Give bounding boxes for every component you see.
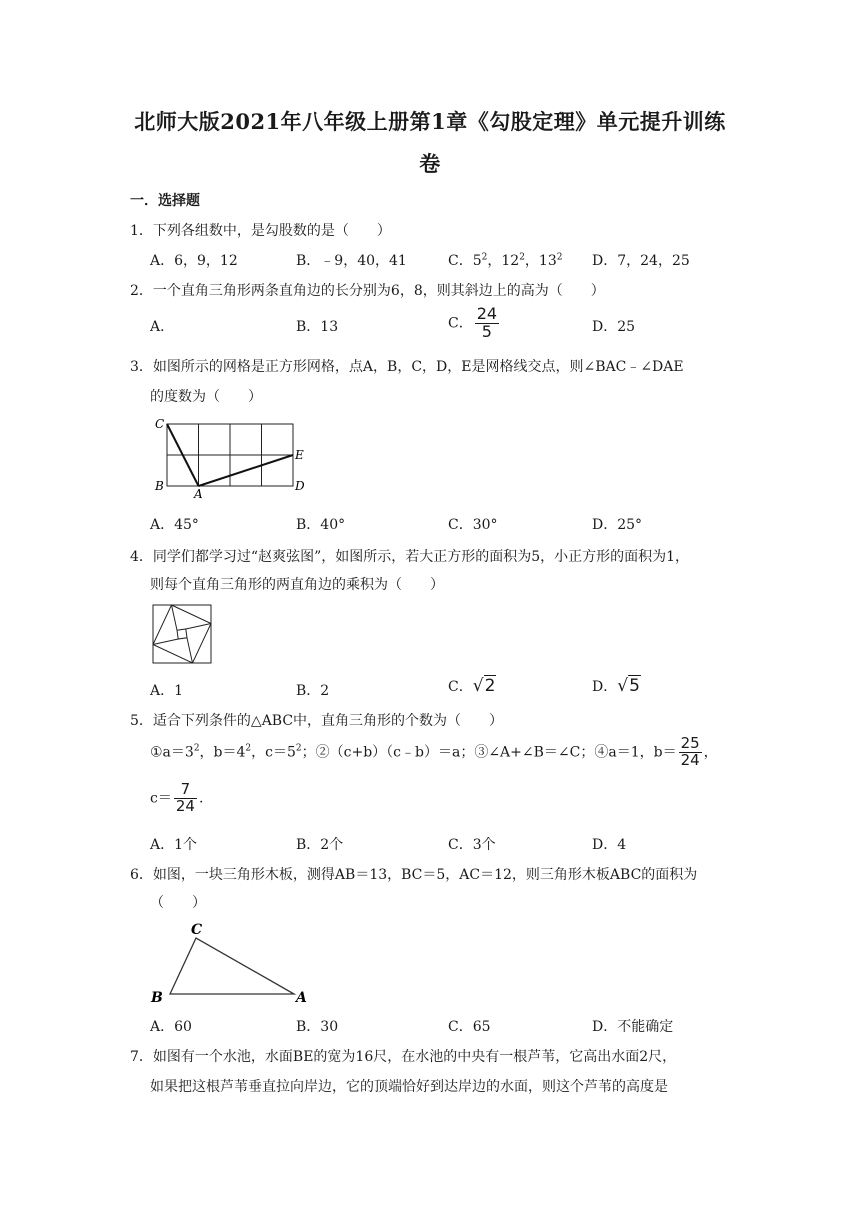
point-label-b: B — [155, 479, 164, 493]
vertex-label-c: C — [191, 922, 203, 938]
q5-conditions-line1: $①a=3^2$，$b=4^2$，$c=5^2$；②（c+b）（c﹣b）＝a；③∠A+∠B＝∠C；④a＝1，b＝ $\frac{25}{24}$ ， — [150, 734, 718, 769]
q6-option-b: B．30 — [296, 1019, 339, 1035]
question-stem: 如图有一个水池，水面BE的宽为16尺，在水池的中央有一根芦苇，它高出水面2尺， — [152, 1049, 677, 1065]
square-root: √2 — [472, 676, 496, 696]
fraction: $\frac{7}{24}$ — [175, 780, 195, 815]
question-number: 1． — [130, 223, 153, 239]
question-number: 7． — [130, 1049, 153, 1065]
q1-option-d: D．7，24，25 — [592, 253, 690, 269]
vertex-label-b: B — [151, 990, 163, 1006]
q4-option-c: C．√2 — [448, 676, 496, 696]
q4-option-a: A．1 — [150, 683, 184, 699]
q5-option-c: C．3个 — [448, 837, 496, 853]
question-7 — [130, 1046, 676, 1066]
q4-option-b: B．2 — [296, 683, 330, 699]
q6-option-c: C．65 — [448, 1019, 491, 1035]
question-2 — [130, 280, 605, 300]
section-heading: 一．选择题 — [130, 193, 200, 209]
triangle-figure — [148, 918, 314, 1006]
q3-option-d: D．25° — [592, 517, 643, 533]
question-stem: 如图所示的网格是正方形网格，点A，B，C，D，E是网格线交点，则∠BAC﹣∠DAE — [152, 359, 684, 375]
question-stem: 如图，一块三角形木板，测得AB＝13，BC＝5，AC＝12，则三角形木板ABC的面积为 — [152, 867, 698, 883]
question-3-continued: 的度数为（ ） — [150, 389, 262, 405]
q2-option-b: B．13 — [296, 319, 339, 335]
question-stem: 适合下列条件的△ABC中，直角三角形的个数为（ ） — [152, 713, 504, 729]
q1-option-b: B．﹣9，40，41 — [296, 253, 407, 269]
question-7-continued: 如果把这根芦苇垂直拉向岸边，它的顶端恰好到达岸边的水面，则这个芦苇的高度是 — [150, 1079, 668, 1095]
vertex-label-a: A — [296, 990, 307, 1006]
q5-option-a: A．1个 — [150, 837, 198, 853]
question-number: 6． — [130, 867, 153, 883]
q1-option-c: C．$5^2$，$12^2$，$13^2$ — [448, 252, 563, 269]
document-title-continued: 卷 — [419, 151, 441, 176]
question-3 — [130, 356, 684, 376]
question-number: 5． — [130, 713, 153, 729]
q5-conditions-line2: c＝ $\frac{7}{24}$ . — [150, 780, 204, 815]
question-stem: 一个直角三角形两条直角边的长分别为6，8，则其斜边上的高为（ ） — [152, 283, 605, 299]
zhao-shuang-diagram — [150, 602, 214, 666]
grid-figure — [150, 414, 310, 500]
point-label-c: C — [155, 417, 165, 431]
document-title: 北师大版2021年八年级上册第1章《勾股定理》单元提升训练 — [134, 109, 726, 134]
q5-option-d: D．4 — [592, 837, 627, 853]
question-1 — [130, 220, 391, 240]
point-label-a: A — [194, 487, 203, 500]
q6-option-d: D．不能确定 — [592, 1019, 674, 1035]
question-number: 2． — [130, 283, 153, 299]
q3-option-b: B．40° — [296, 517, 346, 533]
point-label-e: E — [295, 448, 304, 462]
question-6 — [130, 864, 697, 884]
q2-option-c: C． $\frac{24}{5}$ — [448, 304, 498, 341]
question-6-continued: （ ） — [150, 895, 206, 911]
question-stem: 下列各组数中，是勾股数的是（ ） — [152, 223, 391, 239]
question-5 — [130, 710, 503, 730]
q5-option-b: B．2个 — [296, 837, 344, 853]
q1-option-a: A．6，9，12 — [150, 253, 238, 269]
q2-option-a: A． — [150, 319, 175, 335]
question-number: 3． — [130, 359, 153, 375]
point-label-d: D — [295, 479, 305, 493]
fraction: $\frac{24}{5}$ — [476, 304, 498, 341]
q4-option-d: D．√5 — [592, 676, 640, 696]
square-root: √5 — [617, 676, 640, 696]
fraction: $\frac{25}{24}$ — [680, 734, 700, 769]
question-stem: 同学们都学习过“赵爽弦图”，如图所示，若大正方形的面积为5，小正方形的面积为1， — [152, 549, 690, 565]
q3-option-a: A．45° — [150, 517, 199, 533]
q6-option-a: A．60 — [150, 1019, 192, 1035]
question-number: 4． — [130, 549, 153, 565]
question-4-continued: 则每个直角三角形的两直角边的乘积为（ ） — [150, 577, 444, 593]
q3-option-c: C．30° — [448, 517, 498, 533]
question-4 — [130, 546, 689, 566]
q2-option-d: D．25 — [592, 319, 636, 335]
